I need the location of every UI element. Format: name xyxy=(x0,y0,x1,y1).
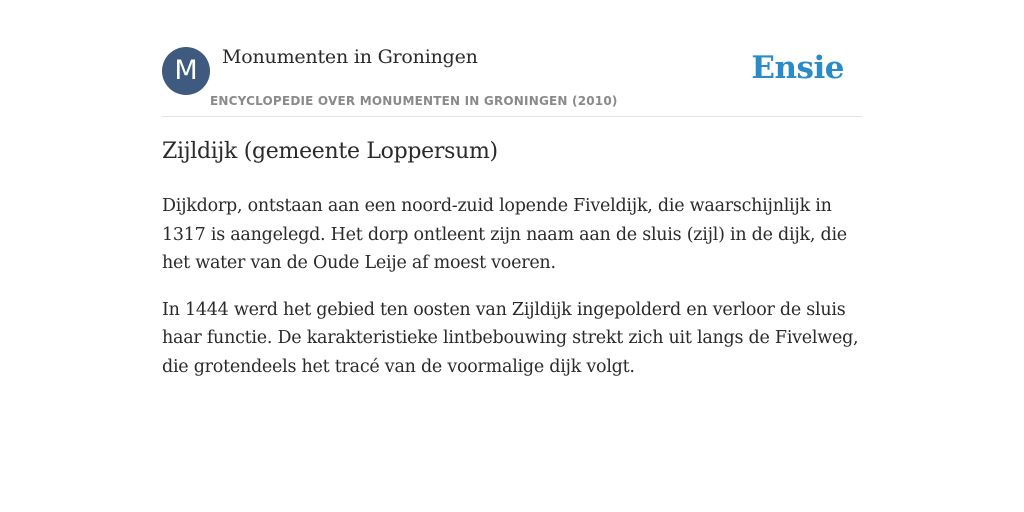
ensie-logo[interactable]: Ensie xyxy=(751,50,844,86)
entry-body xyxy=(162,192,862,399)
source-title[interactable]: Monumenten in Groningen xyxy=(222,46,478,68)
body-paragraph: Dijkdorp, ontstaan aan een noord-zuid lopende Fiveldijk, die waarschijnlijk in 1317 is aangelegd. Het dorp ontleent zijn naam aan de sluis (zijl) in de dijk, die het water van de Oude Leije af moest voeren. xyxy=(162,196,847,273)
source-header xyxy=(162,0,862,117)
entry-title: Zijldijk (gemeente Loppersum) xyxy=(162,139,498,164)
avatar[interactable]: M xyxy=(162,47,210,95)
source-subtitle: ENCYCLOPEDIE OVER MONUMENTEN IN GRONINGEN (2010) xyxy=(210,94,618,108)
body-paragraph: In 1444 werd het gebied ten oosten van Zijldijk ingepolderd en verloor de sluis haar functie. De karakteristieke lintbebouwing strekt zich uit langs de Fivelweg, die grotendeels het tracé van de voormalige dijk volgt. xyxy=(162,299,859,377)
